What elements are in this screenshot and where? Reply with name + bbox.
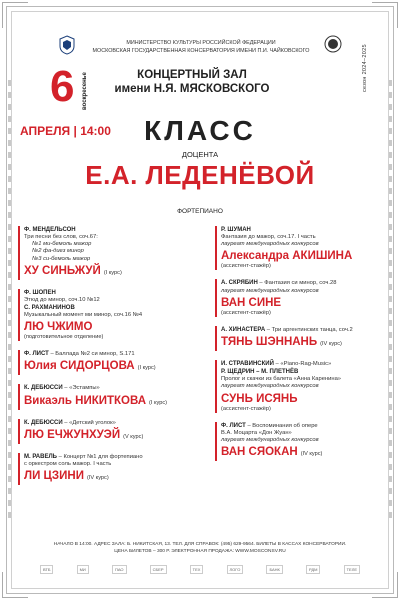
season-label: сезон 2024–2025	[362, 44, 368, 92]
program-item	[215, 326, 385, 351]
composer-line	[221, 279, 385, 287]
performer-status: (ассистент-стажёр)	[221, 309, 271, 316]
work-title: – Три аргентинских танца, соч.2	[265, 326, 353, 333]
composer-name: К. ДЕБЮССИ	[24, 385, 63, 392]
sponsor-logos	[40, 565, 360, 574]
performer-status: (подготовительное отделение)	[24, 334, 104, 341]
performer-name: ХУ СИНЬЖУЙ	[24, 264, 101, 277]
composer-name: И. СТРАВИНСКИЙ	[221, 361, 274, 368]
performer-line	[221, 297, 385, 310]
conservatory-logo-icon	[324, 35, 342, 53]
sponsor-logo: ТЕЛЕ	[344, 565, 360, 574]
performer-name: ЛИ ЦЗИНИ	[24, 470, 84, 483]
composer-name: Ф. МЕНДЕЛЬСОН	[24, 227, 76, 233]
program-right-column	[215, 226, 385, 470]
program-item	[215, 422, 385, 462]
footer-info: НАЧАЛО В 14:00. АДРЕС ЗАЛА: Б. НИКИТСКАЯ, 13. ТЕЛ. ДЛЯ СПРАВОК: (495) 629-9564. БИЛЕТЫ В КАССАХ КОНСЕРВАТОРИИ. ЦЕНА БИЛЕТОВ – 300 Р. ЭЛЕКТРОННАЯ ПРОДАЖА: WWW.MOSCONSV.RU	[53, 542, 347, 554]
program-item	[18, 384, 196, 409]
laureate-note: лауреат международных конкурсов	[221, 241, 319, 248]
composer-line	[24, 453, 196, 461]
laureate-note: лауреат международных конкурсов	[221, 437, 319, 444]
laureate-note: лауреат международных конкурсов	[221, 383, 319, 390]
composer-line	[24, 350, 196, 358]
composer-name: С. РАХМАНИНОВ	[24, 305, 75, 312]
sponsor-logo: ВТБ	[40, 565, 53, 574]
laureate-note: лауреат международных конкурсов	[221, 287, 319, 294]
course-label: (I курс)	[149, 399, 168, 406]
sponsor-logo: РДМ	[306, 565, 320, 574]
program-item	[215, 360, 385, 413]
corner-ornament	[2, 572, 28, 598]
work-title: с оркестром соль мажор. I часть	[24, 461, 112, 468]
ministry-emblem-icon	[58, 35, 76, 55]
program-item	[18, 419, 196, 444]
work-title: – «Piano-Rag-Music»	[273, 361, 332, 368]
work-part: №3 си-бемоль мажор	[32, 255, 91, 262]
course-label: (IV курс)	[320, 341, 342, 348]
sponsor-logo: ТЕХ	[190, 565, 204, 574]
sponsor-logo: ПАО	[112, 565, 127, 574]
performer-line	[24, 395, 196, 410]
performer-name: Викаэль НИКИТКОВА	[24, 394, 147, 407]
course-label: (I курс)	[103, 269, 122, 276]
performer-name: ТЯНЬ ШЭННАНЬ	[221, 336, 318, 349]
composer-name: Ф. ЛИСТ	[221, 422, 246, 429]
instrument-label: ФОРТЕПИАНО	[177, 208, 223, 215]
program-item	[18, 350, 196, 375]
sponsor-logo: МИ	[77, 565, 89, 574]
work-title: – «Детский уголок»	[62, 419, 116, 426]
work-title: В.А. Моцарта «Дон Жуан»	[221, 429, 292, 436]
performer-line	[24, 470, 196, 485]
docent-label: ДОЦЕНТА	[181, 150, 219, 159]
corner-ornament	[2, 2, 28, 28]
class-title: КЛАСС	[144, 115, 256, 146]
performer-line	[24, 429, 196, 444]
work-title: Три песни без слов, соч.67:	[24, 234, 98, 240]
performer-line	[24, 360, 196, 375]
work-title: – Фантазия си минор, соч.28	[257, 280, 337, 287]
performer-line	[221, 250, 385, 263]
concert-day: 6	[50, 62, 75, 111]
program-left-column	[18, 226, 196, 494]
course-label: (V курс)	[123, 433, 144, 440]
performer-status: (ассистент-стажёр)	[221, 405, 271, 412]
composer-line	[24, 419, 196, 427]
work-title: – Концерт №1 для фортепиано	[57, 453, 143, 460]
performer-line	[221, 336, 385, 351]
program-item	[18, 453, 196, 485]
work-title: Фантазия до мажор, соч.17. I часть	[221, 234, 316, 240]
sponsor-logo: ЛОГО	[227, 565, 244, 574]
composer-name: А. СКРЯБИН	[221, 280, 258, 287]
performer-line	[24, 321, 196, 334]
work-title: Музыкальный момент ми минор, соч.16 №4	[24, 312, 143, 319]
performer-line	[221, 446, 385, 461]
program-item	[18, 226, 196, 280]
composer-name: К. ДЕБЮССИ	[24, 419, 63, 426]
composer-name: А. ХИНАСТЕРА	[221, 326, 266, 333]
composer-line	[221, 422, 385, 430]
ministry-header: МИНИСТЕРСТВО КУЛЬТУРЫ РОССИЙСКОЙ ФЕДЕРАЦИИ МОСКОВСКАЯ ГОСУДАРСТВЕННАЯ КОНСЕРВАТОРИЯ ИМЕНИ П.И. ЧАЙКОВСКОГО	[92, 40, 310, 54]
composer-name: Р. ШУМАН	[221, 227, 251, 233]
work-title: Пролог и скачки из балета «Анна Каренина»	[221, 376, 342, 383]
concert-weekday: воскресенье	[82, 72, 88, 110]
performer-line	[221, 393, 385, 406]
composer-name: Ф. ЛИСТ	[24, 351, 49, 358]
work-title: – «Эстампы»	[62, 385, 100, 392]
corner-ornament	[372, 572, 398, 598]
course-label: (IV курс)	[300, 451, 323, 458]
work-title: – Воспоминания об опере	[245, 422, 318, 429]
performer-name: ВАН СЯОКАН	[221, 446, 298, 459]
teacher-name: Е.А. ЛЕДЕНЁВОЙ	[85, 160, 315, 190]
sponsor-logo: БАНК	[266, 565, 282, 574]
composer-line	[24, 226, 196, 234]
concert-month-time: АПРЕЛЯ | 14:00	[20, 124, 111, 138]
composer-line	[221, 226, 385, 234]
corner-ornament	[372, 2, 398, 28]
work-part: №2 фа-диез минор	[32, 248, 84, 255]
composer-line	[221, 326, 385, 334]
program-item	[215, 279, 385, 316]
work-title: – Баллада №2 си минор, S.171	[48, 351, 135, 358]
work-title: Этюд до минор, соч.10 №12	[24, 296, 100, 303]
course-label: (IV курс)	[86, 475, 109, 482]
composer-name: Р. ЩЕДРИН – М. ПЛЕТНЁВ	[221, 369, 299, 376]
composer-line	[24, 384, 196, 392]
performer-status: (ассистент-стажёр)	[221, 263, 271, 270]
performer-name: СУНЬ ИСЯНЬ	[221, 392, 298, 405]
performer-name: Юлия СИДОРЦОВА	[24, 360, 135, 373]
performer-name: Александра АКИШИНА	[221, 250, 353, 263]
performer-name: ВАН СИНЕ	[221, 296, 282, 309]
composer-line	[24, 289, 196, 297]
composer-name: Ф. ШОПЕН	[24, 289, 56, 296]
composer-line	[221, 360, 385, 368]
program-item	[18, 289, 196, 341]
program-item	[215, 226, 385, 270]
work-part: №1 ми-бемоль мажор	[32, 241, 92, 248]
performer-name: ЛЮ ЧЖИМО	[24, 321, 93, 334]
composer-name: М. РАВЕЛЬ	[24, 453, 57, 460]
sponsor-logo: СБЕР	[150, 565, 167, 574]
performer-name: ЛЮ ЕЧЖУНХУЭЙ	[24, 428, 121, 441]
performer-line	[24, 265, 196, 280]
hall-name: КОНЦЕРТНЫЙ ЗАЛ имени Н.Я. МЯСКОВСКОГО	[114, 69, 270, 95]
course-label: (I курс)	[137, 365, 156, 372]
